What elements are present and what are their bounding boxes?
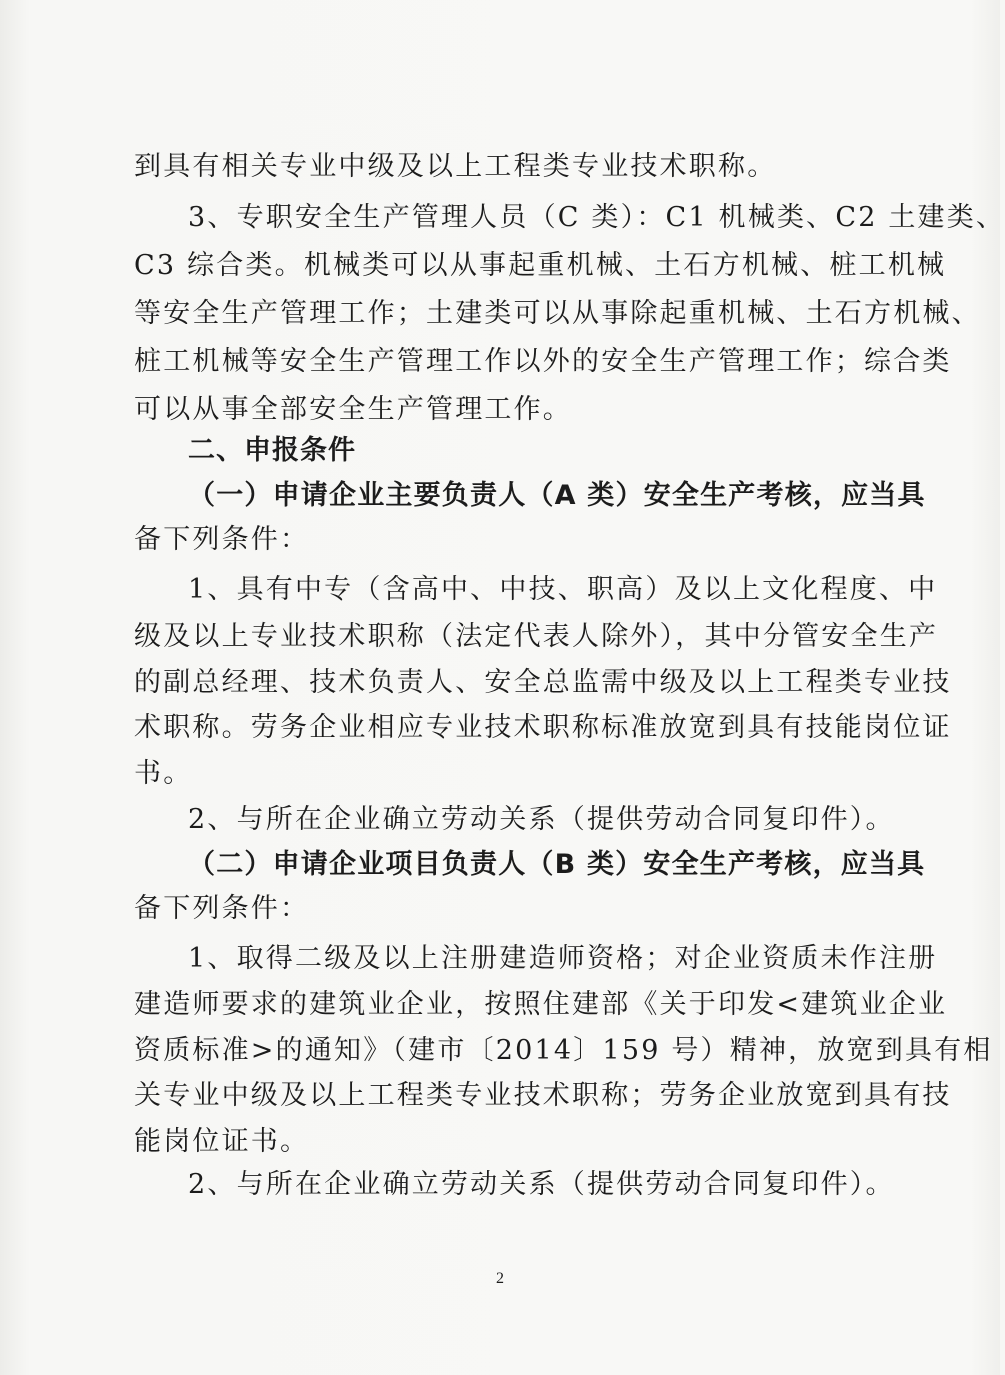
text-line: 等安全生产管理工作；土建类可以从事除起重机械、土石方机械、: [134, 298, 981, 329]
text-line: C3 综合类。机械类可以从事起重机械、土石方机械、桩工机械: [134, 250, 947, 281]
text-line: 的副总经理、技术负责人、安全总监需中级及以上工程类专业技: [134, 667, 952, 698]
text-line: 备下列条件：: [134, 524, 310, 555]
text-line: 1、取得二级及以上注册建造师资格；对企业资质未作注册: [188, 943, 938, 974]
section-heading: 二、申报条件: [188, 435, 356, 466]
subsection-heading: （二）申请企业项目负责人（B 类）安全生产考核，应当具: [188, 849, 926, 880]
page-number: 2: [496, 1270, 504, 1287]
text-line: 书。: [134, 758, 193, 789]
text-line: 桩工机械等安全生产管理工作以外的安全生产管理工作；综合类: [134, 346, 952, 377]
text-line: 级及以上专业技术职称（法定代表人除外），其中分管安全生产: [134, 621, 939, 652]
text-line: 关专业中级及以上工程类专业技术职称；劳务企业放宽到具有技: [134, 1080, 952, 1111]
text-line: 能岗位证书。: [134, 1126, 310, 1157]
text-line: 2、与所在企业确立劳动关系（提供劳动合同复印件）。: [188, 1169, 895, 1200]
text-line: 备下列条件：: [134, 893, 310, 924]
text-line: 到具有相关专业中级及以上工程类专业技术职称。: [134, 151, 777, 182]
text-line: 资质标准>的通知》（建市〔2014〕159 号）精神，放宽到具有相: [134, 1035, 993, 1066]
text-line: 1、具有中专（含高中、中技、职高）及以上文化程度、中: [188, 574, 938, 605]
subsection-heading: （一）申请企业主要负责人（A 类）安全生产考核，应当具: [188, 480, 926, 511]
text-line: 可以从事全部安全生产管理工作。: [134, 394, 572, 425]
text-line: 3、专职安全生产管理人员（C 类）：C1 机械类、C2 土建类、: [188, 202, 1005, 233]
text-line: 建造师要求的建筑业企业，按照住建部《关于印发<建筑业企业: [134, 989, 948, 1020]
text-line: 2、与所在企业确立劳动关系（提供劳动合同复印件）。: [188, 804, 895, 835]
text-line: 术职称。劳务企业相应专业技术职称标准放宽到具有技能岗位证: [134, 712, 952, 743]
